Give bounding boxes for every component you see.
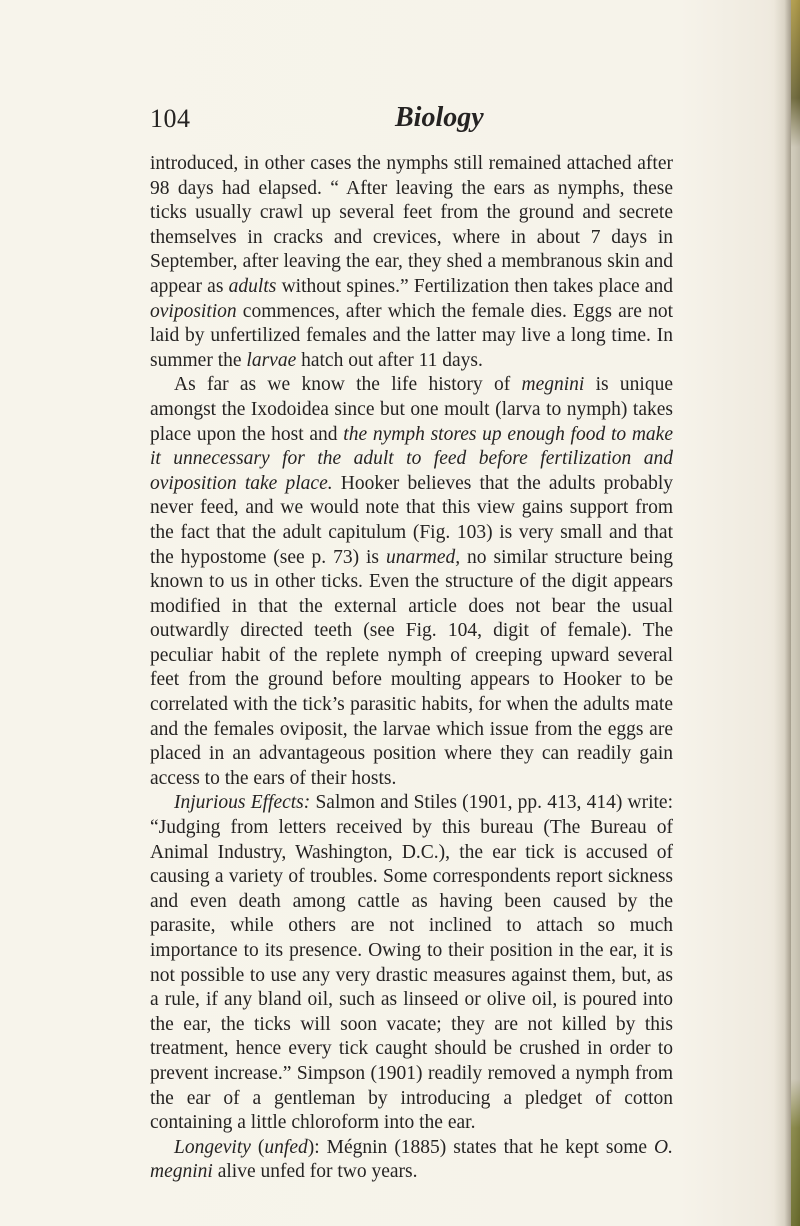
italic-text-run: larvae bbox=[246, 349, 297, 371]
text-run: Salmon and Stiles (1901, pp. 413, 414) write: “Judging from letters received by this bureau (The Bureau of Animal Industry, Washington, D.C.), the ear tick is accused of causing a variety of troubles. Some correspondents report sickness and even death among cattle as having been caused by the parasite, while others are not inclined to attach so much importance to its presence. Owing to their position in the ear, it is not possible to use any very drastic measures against them, but, as a rule, if any bland oil, such as linseed or olive oil, is poured into the ear, the ticks will soon vacate; they are not killed by this treatment, hence every tick caught should be crushed in order to prevent increase.” Simpson (1901) readily removed a nymph from the ear of a gentleman by introducing a pledget of cotton containing a little chloroform into the ear. bbox=[150, 792, 673, 1134]
italic-text-run: adults bbox=[228, 275, 277, 297]
page-edge-gilt bbox=[791, 0, 800, 1226]
text-run: ): Mégnin (1885) states that he kept some bbox=[307, 1136, 655, 1158]
text-run: alive unfed for two years. bbox=[212, 1161, 418, 1183]
text-run: is unique amongst the Ixodoidea since but one moult (larva to nymph) takes place upon the host and bbox=[150, 374, 673, 445]
paragraph bbox=[150, 1136, 673, 1185]
italic-text-run: the nymph stores up enough food to make it unnecessary for the adult to feed before fertilization and oviposition take place. bbox=[150, 423, 673, 494]
page-edge-shadow bbox=[774, 0, 800, 1226]
paragraph bbox=[150, 152, 673, 373]
text-run: Hooker believes that the adults probably never feed, and we would note that this view gains support from the fact that the adult capitulum (Fig. 103) is very small and that the hypostome (see p. 73) is bbox=[150, 472, 673, 568]
running-head: Biology bbox=[395, 102, 484, 133]
italic-text-run: O. megnini bbox=[150, 1136, 673, 1183]
text-run: without spines.” Fertilization then takes place and bbox=[276, 275, 674, 297]
italic-text-run: Injurious Effects: bbox=[174, 792, 311, 814]
text-run: introduced, in other cases the nymphs still remained attached after 98 days had elapsed. “ After leaving the ears as nymphs, these ticks usually crawl up several feet from the ground and secrete themselves in cracks and crevices, where in about 7 days in September, after leaving the ear, they shed a membranous skin and appear as bbox=[150, 153, 673, 297]
text-run: no similar structure being known to us in other ticks. Even the structure of the digit appears modified in that the external article does not bear the usual outwardly directed teeth (see Fig. 104, digit of female). The peculiar habit of the replete nymph of creeping upward several feet from the ground before moulting appears to Hooker to be correlated with the tick’s parasitic habits, for when the adults mate and the females oviposit, the larvae which issue from the eggs are placed in an advantageous position where they can readily gain access to the ears of their hosts. bbox=[150, 546, 674, 789]
text-run: commences, after which the female dies. Eggs are not laid by unfertilized females and the latter may live a long time. In summer the bbox=[150, 300, 673, 371]
text-run: As far as we know the life history of bbox=[174, 374, 522, 396]
page-number: 104 bbox=[150, 104, 191, 133]
italic-text-run: oviposition bbox=[150, 300, 237, 322]
text-run: hatch out after 11 days. bbox=[296, 349, 483, 371]
italic-text-run: Longevity bbox=[174, 1136, 251, 1158]
paragraph bbox=[150, 791, 673, 1135]
page-header bbox=[150, 104, 670, 138]
paragraph bbox=[150, 373, 673, 791]
text-run: ( bbox=[250, 1136, 265, 1158]
italic-text-run: megnini bbox=[521, 374, 585, 396]
italic-text-run: unarmed, bbox=[385, 546, 461, 568]
italic-text-run: unfed bbox=[264, 1136, 308, 1158]
body-text bbox=[150, 152, 673, 1185]
